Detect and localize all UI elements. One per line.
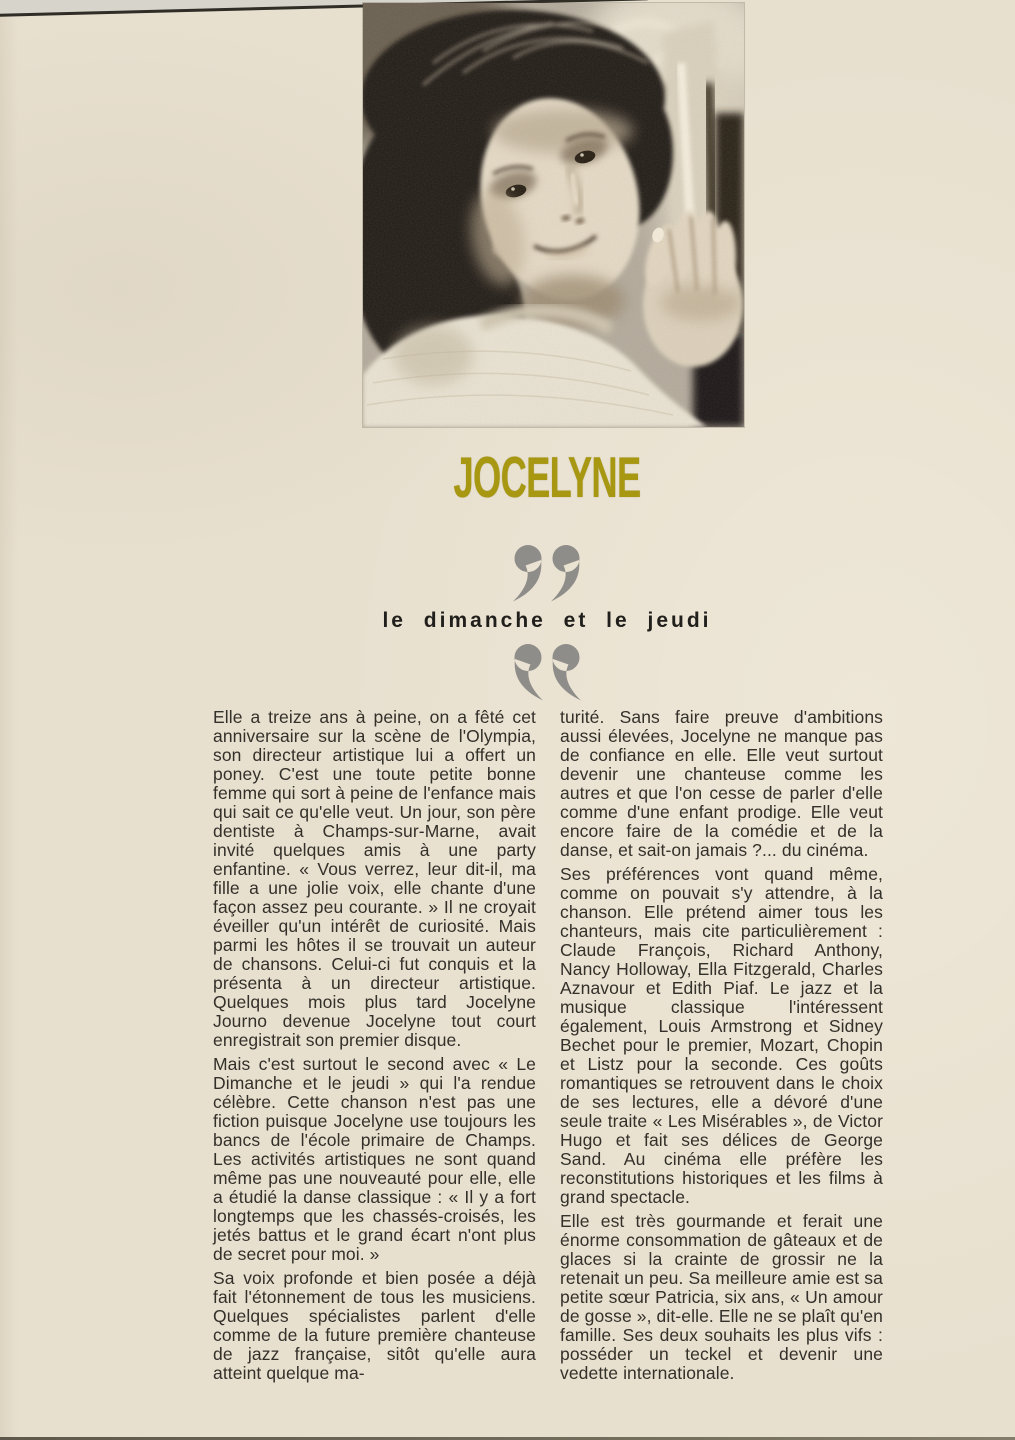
- paragraph: Ses préférences vont quand même, comme on pouvait s'y attendre, à la chanson. Elle prétend aimer tous les chanteurs, mais cite particulièrement : Claude François, Richard Anthony, Nancy Holloway, Ella Fitzgerald, Charles Aznavour et Edith Piaf. Le jazz et la musique classique l'intéressent également, Louis Armstrong et Sidney Bechet pour le premier, Mozart, Chopin et Listz pour la seconde. Ces goûts romantiques se retrouvent dans le choix de ses lectures, elle a dévoré d'une seule traite « Les Misérables », de Victor Hugo et fait ses délices de George Sand. Au cinéma elle préfère les reconstitutions historiques et les films à grand spectacle.: [560, 864, 883, 1207]
- article-body: [213, 708, 883, 1388]
- left-column: [213, 708, 536, 1388]
- open-quote-icon: [213, 544, 881, 602]
- close-quote-icon: [213, 643, 881, 701]
- article-header: [213, 444, 881, 701]
- article-title: JOCELYNE: [453, 444, 641, 510]
- portrait-photo: [363, 3, 744, 427]
- article-subtitle: le dimanche et le jeudi: [382, 609, 712, 632]
- paragraph: turité. Sans faire preuve d'ambitions aussi élevées, Jocelyne ne manque pas de confiance en elle. Elle veut surtout devenir une chanteuse comme les autres et que l'on cesse de parler d'elle comme d'une enfant prodige. Elle veut encore faire de la comédie et de la danse, et sait-on jamais ?... du cinéma.: [560, 707, 883, 860]
- paragraph: Elle est très gourmande et ferait une énorme consommation de gâteaux et de glaces si la crainte de grossir ne la retenait un peu. Sa meilleure amie est sa petite sœur Patricia, six ans, « Un amour de gosse », dit-elle. Elle ne se plaît qu'en famille. Ses deux souhaits les plus vifs : posséder un teckel et devenir une vedette internationale.: [560, 1211, 883, 1383]
- paragraph: Elle a treize ans à peine, on a fêté cet anniversaire sur la scène de l'Olympia, son directeur artistique lui a offert un poney. C'est une toute petite bonne femme qui sort à peine de l'enfance mais qui sait ce qu'elle veut. Un jour, son père dentiste à Champs-sur-Marne, avait invité quelques amis à une party enfantine. « Vous verrez, leur dit-il, ma fille a une jolie voix, elle chante d'une façon assez peu courante. » Il ne croyait éveiller qu'un intérêt de curiosité. Mais parmi les hôtes il se trouvait un auteur de chansons. Celui-ci fut conquis et la présenta à un directeur artistique. Quelques mois plus tard Jocelyne Journo devenue Jocelyne tout court enregistrait son premier disque.: [213, 707, 536, 1050]
- portrait-photo-illustration: [363, 3, 744, 427]
- paragraph: Sa voix profonde et bien posée a déjà fait l'étonnement de tous les musiciens. Quelques spécialistes parlent d'elle comme de la future première chanteuse de jazz française, sitôt qu'elle aura atteint quelque ma-: [213, 1268, 536, 1383]
- right-column: [560, 708, 883, 1388]
- paragraph: Mais c'est surtout le second avec « Le Dimanche et le jeudi » qui l'a rendue célèbre. Cette chanson n'est pas une fiction puisque Jocelyne use toujours les bancs de l'école primaire de Champs. Les activités artistiques ne sont quand même pas une nouveauté pour elle, elle a étudié la danse classique : « Il y a fort longtemps que les chassés-croisés, les jetés battus et le grand écart n'ont plus de secret pour moi. »: [213, 1054, 536, 1264]
